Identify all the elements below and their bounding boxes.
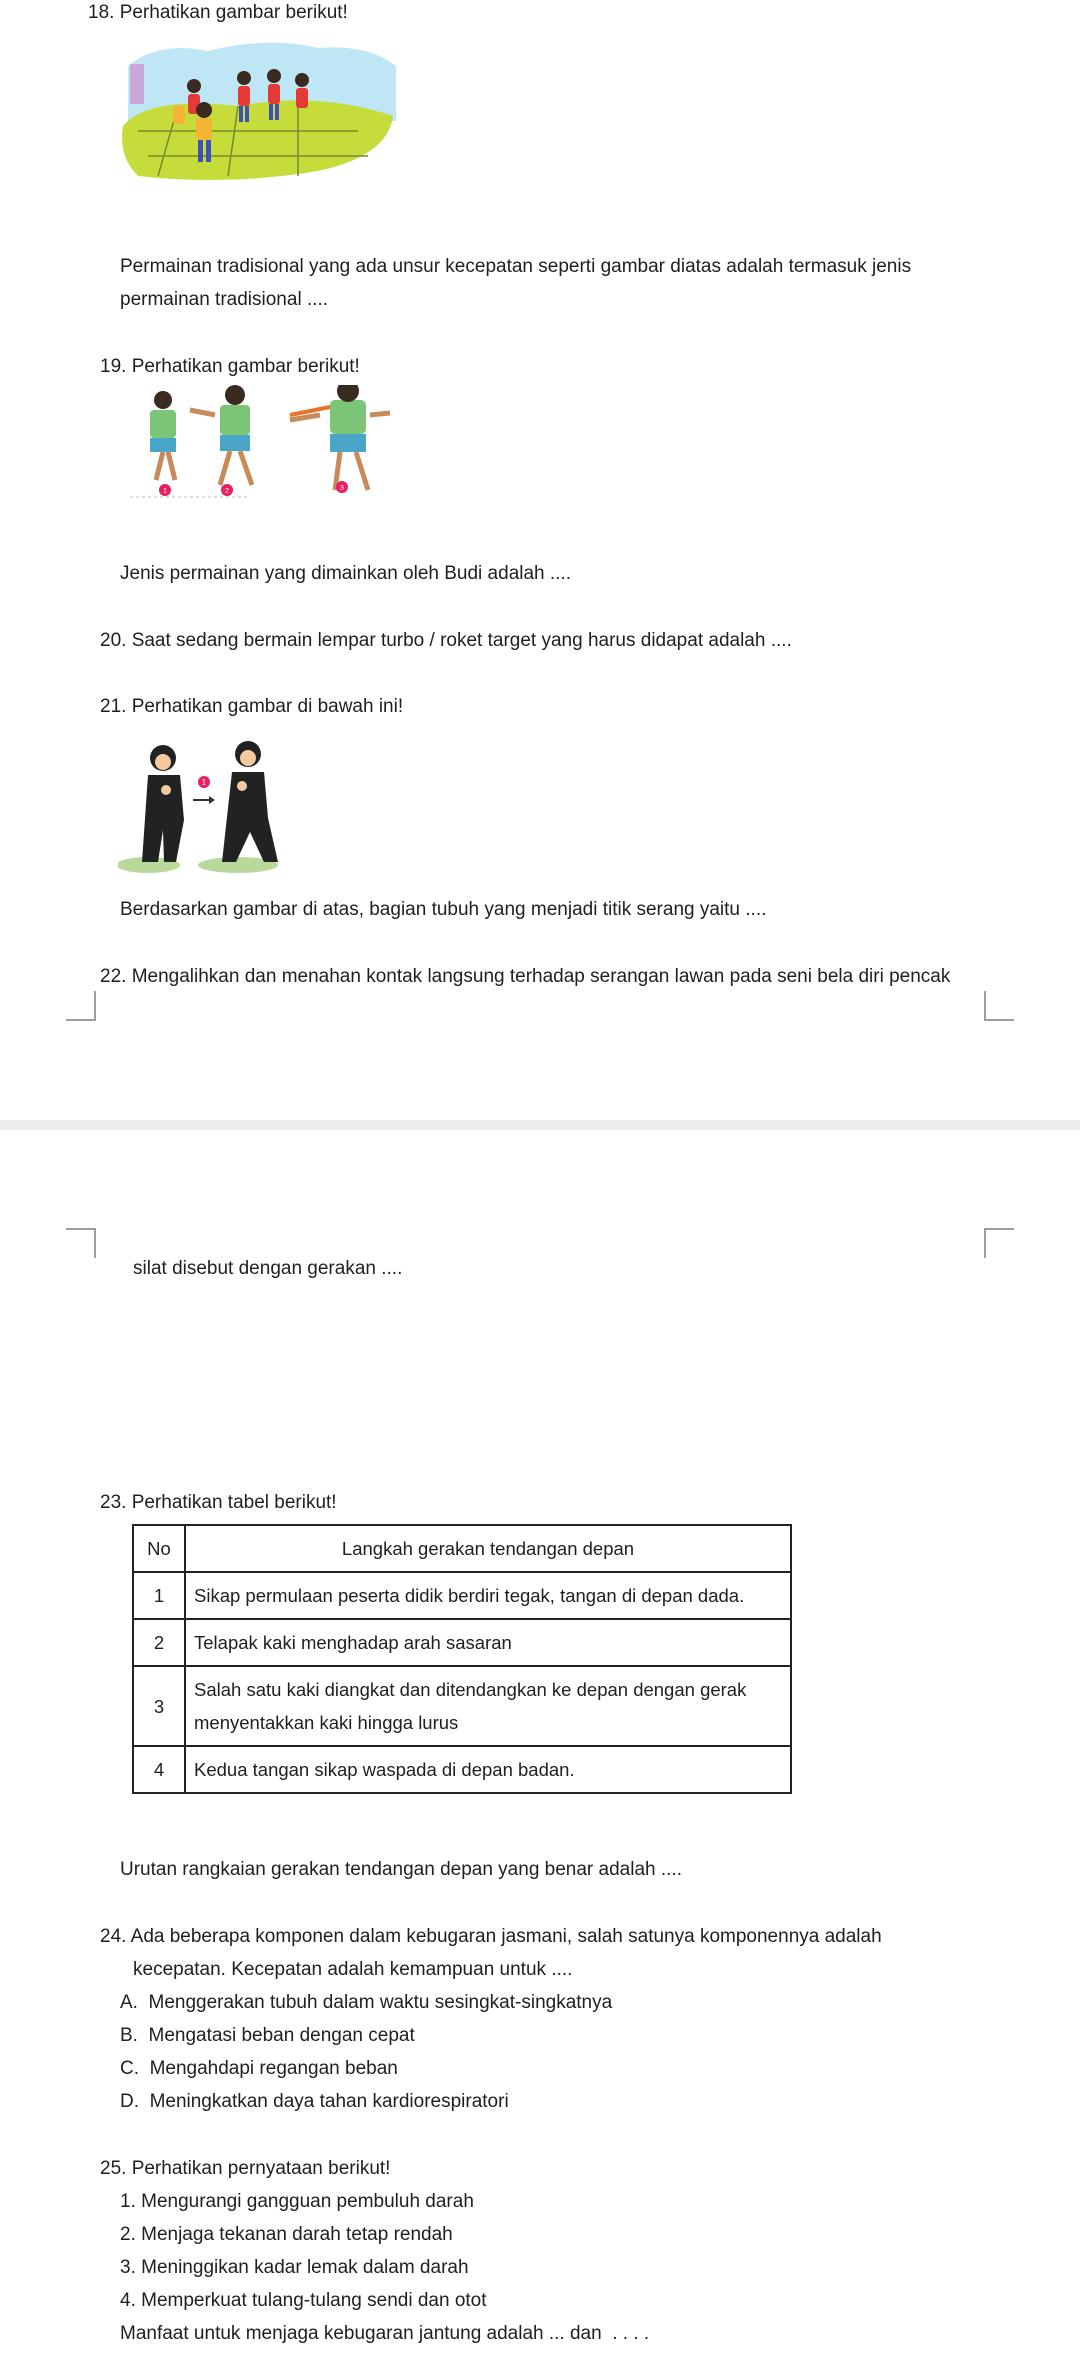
q19-text: Jenis permainan yang dimainkan oleh Budi adalah .... xyxy=(120,563,572,584)
option-letter: B. xyxy=(120,2025,138,2046)
q19-marker-1: 1 xyxy=(163,488,167,495)
q24-option-b xyxy=(120,2019,415,2052)
table-cell-no: 1 xyxy=(133,1572,185,1619)
q23-title: 23. Perhatikan tabel berikut! xyxy=(100,1492,337,1513)
option-text: Meningkatkan daya tahan kardiorespiratori xyxy=(149,2091,509,2112)
crop-mark xyxy=(984,1228,1014,1258)
table-cell-step: Kedua tangan sikap waspada di depan badan. xyxy=(185,1746,791,1793)
q19-marker-2: 2 xyxy=(225,488,229,495)
table-cell-step: Telapak kaki menghadap arah sasaran xyxy=(185,1619,791,1666)
table-cell-step-line1: Salah satu kaki diangkat dan ditendangkan ke depan dengan gerak xyxy=(194,1679,747,1700)
q19-title: 19. Perhatikan gambar berikut! xyxy=(100,356,360,377)
table-header-step: Langkah gerakan tendangan depan xyxy=(185,1525,791,1572)
q24-option-d xyxy=(120,2085,509,2118)
table-row xyxy=(133,1572,791,1619)
q20-text: 20. Saat sedang bermain lempar turbo / roket target yang harus didapat adalah .... xyxy=(100,630,792,651)
table-row xyxy=(133,1619,791,1666)
table-cell-no: 2 xyxy=(133,1619,185,1666)
option-text: Mengatasi beban dengan cepat xyxy=(148,2025,415,2046)
option-text: Menggerakan tubuh dalam waktu sesingkat-singkatnya xyxy=(148,1992,613,2013)
crop-mark xyxy=(66,1228,96,1258)
table-header-no: No xyxy=(133,1525,185,1572)
q21-title: 21. Perhatikan gambar di bawah ini! xyxy=(100,696,404,717)
table-cell-step xyxy=(185,1666,791,1746)
q21-marker-1: 1 xyxy=(201,778,207,787)
option-letter: C. xyxy=(120,2058,139,2079)
q18-text-line1: Permainan tradisional yang ada unsur kecepatan seperti gambar diatas adalah termasuk jenis xyxy=(120,256,912,277)
q25-item: 4. Memperkuat tulang-tulang sendi dan otot xyxy=(120,2290,487,2311)
table-cell-step-line2: menyentakkan kaki hingga lurus xyxy=(194,1712,459,1733)
q18-illustration xyxy=(118,36,398,181)
table-cell-no: 4 xyxy=(133,1746,185,1793)
table-cell-step: Sikap permulaan peserta didik berdiri tegak, tangan di depan dada. xyxy=(185,1572,791,1619)
q25-item: 1. Mengurangi gangguan pembuluh darah xyxy=(120,2191,474,2212)
table-header-row xyxy=(133,1525,791,1572)
table-row xyxy=(133,1746,791,1793)
q24-text-line1: 24. Ada beberapa komponen dalam kebugaran jasmani, salah satunya komponennya adalah xyxy=(100,1926,882,1947)
option-letter: A. xyxy=(120,1992,138,2013)
q18-text-line2: permainan tradisional .... xyxy=(120,289,329,310)
q25-item: 2. Menjaga tekanan darah tetap rendah xyxy=(120,2224,453,2245)
q19-illustration xyxy=(130,385,400,505)
q22-text-line1: 22. Mengalihkan dan menahan kontak langsung terhadap serangan lawan pada seni bela diri pencak xyxy=(100,966,951,987)
crop-mark xyxy=(984,991,1014,1021)
option-letter: D. xyxy=(120,2091,139,2112)
q21-illustration xyxy=(118,740,288,875)
table-cell-no: 3 xyxy=(133,1666,185,1746)
q23-table xyxy=(132,1524,792,1794)
q25-title: 25. Perhatikan pernyataan berikut! xyxy=(100,2158,391,2179)
q22-text-line2: silat disebut dengan gerakan .... xyxy=(133,1258,403,1279)
table-row xyxy=(133,1666,791,1746)
q18-title: 18. Perhatikan gambar berikut! xyxy=(88,2,348,23)
crop-mark xyxy=(66,991,96,1021)
q24-text-line2: kecepatan. Kecepatan adalah kemampuan untuk .... xyxy=(133,1959,573,1980)
q25-text: Manfaat untuk menjaga kebugaran jantung adalah ... dan . . . . xyxy=(120,2323,650,2344)
q19-marker-3: 3 xyxy=(340,485,344,492)
page-break xyxy=(0,1120,1080,1130)
option-text: Mengahdapi regangan beban xyxy=(149,2058,398,2079)
q24-option-a xyxy=(120,1986,612,2019)
q24-option-c xyxy=(120,2052,398,2085)
q25-item: 3. Meninggikan kadar lemak dalam darah xyxy=(120,2257,469,2278)
q23-text: Urutan rangkaian gerakan tendangan depan yang benar adalah .... xyxy=(120,1859,682,1880)
q21-text: Berdasarkan gambar di atas, bagian tubuh yang menjadi titik serang yaitu .... xyxy=(120,899,767,920)
